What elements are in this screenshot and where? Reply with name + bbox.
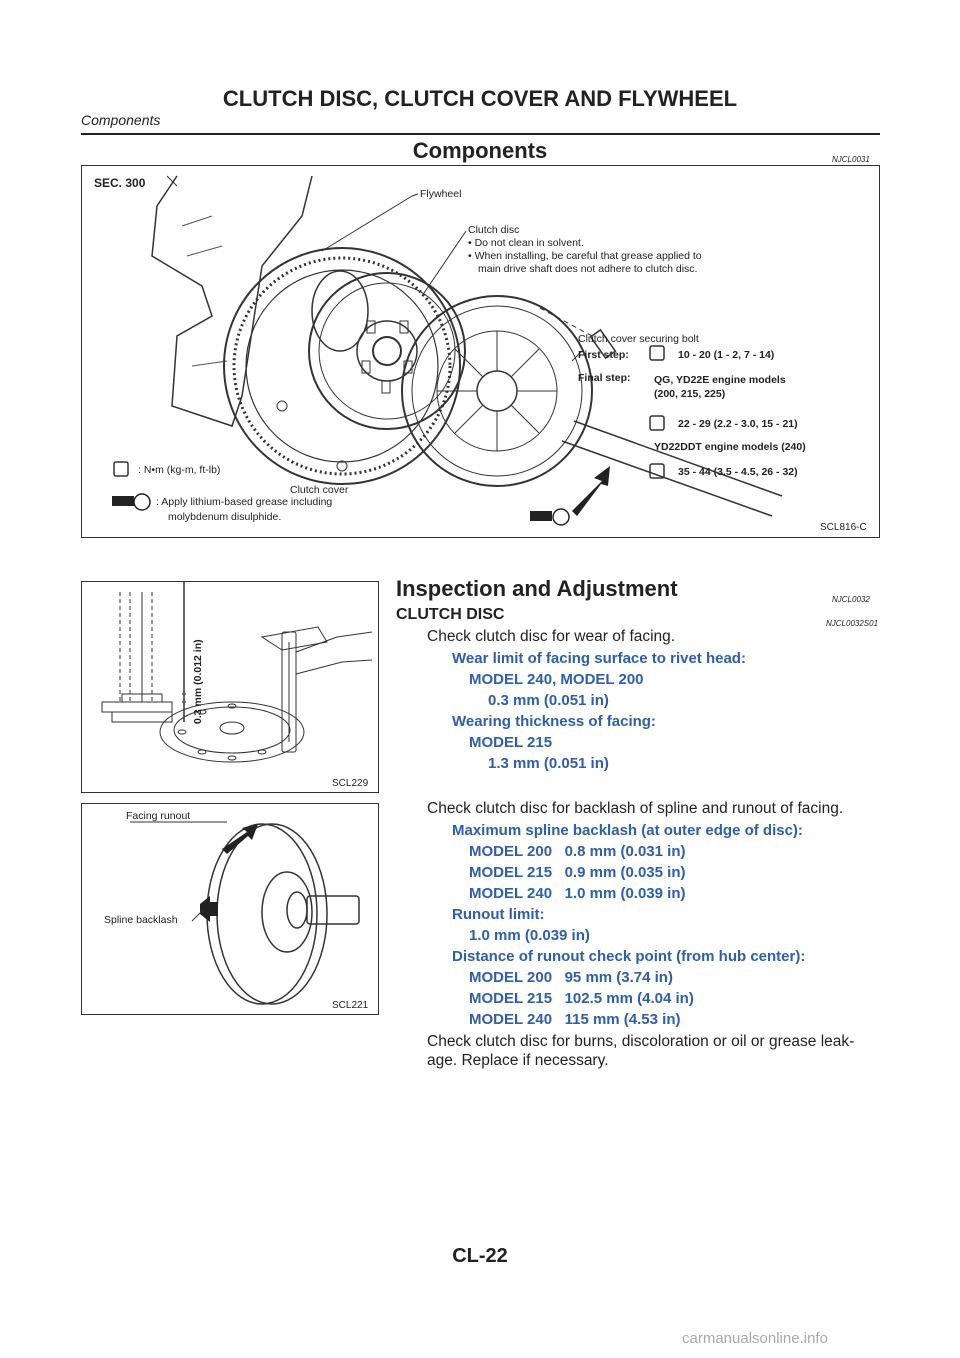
section-header-title: CLUTCH DISC, CLUTCH COVER AND FLYWHEEL: [222, 86, 738, 111]
components-title: Components: [412, 138, 548, 163]
header-rule: [81, 133, 880, 135]
wear-dim-label: [186, 590, 206, 730]
spec-thickness-value: 1.3 mm (0.051 in): [488, 755, 609, 772]
wear-figure: [81, 581, 379, 793]
legend-grease: : Apply lithium-based grease including: [156, 496, 333, 508]
spec-backlash-240: MODEL 240 1.0 mm (0.039 in): [469, 885, 686, 902]
spec-wearing-thickness: Wearing thickness of facing:: [452, 713, 656, 730]
spec-backlash-200: MODEL 200 0.8 mm (0.031 in): [469, 843, 686, 860]
note-2: • When installing, be careful that grease applied to: [468, 250, 702, 262]
qg-torque: 22 - 29 (2.2 - 3.0, 15 - 21): [678, 418, 798, 430]
runout-figure-id: SCL221: [332, 1000, 369, 1011]
wear-dim-text: 0.3 mm (0.012 in): [192, 639, 204, 724]
inspection-title: Inspection and Adjustment: [396, 576, 678, 601]
spec-distance-title: Distance of runout check point (from hub center):: [452, 948, 806, 965]
legend-grease-b: molybdenum disulphide.: [168, 511, 282, 523]
flywheel-label: Flywheel: [420, 188, 462, 200]
spec-distance-200: MODEL 200 95 mm (3.74 in): [469, 969, 673, 986]
para-3a: Check clutch disc for burns, discoloration or oil or grease leak-: [427, 1033, 855, 1050]
spec-distance-240: MODEL 240 115 mm (4.53 in): [469, 1011, 681, 1028]
note-1: • Do not clean in solvent.: [468, 237, 584, 249]
facing-runout-label: Facing runout: [126, 810, 191, 822]
yd-models-label: YD22DDT engine models (240): [654, 441, 806, 453]
section-header-subtitle: Components: [81, 112, 161, 128]
components-tag: NJCL0031: [832, 155, 870, 164]
components-figure: [81, 165, 880, 538]
first-step-label: First step:: [578, 349, 629, 361]
sec-label: SEC. 300: [94, 176, 146, 190]
spec-model-215: MODEL 215: [469, 734, 553, 751]
spec-runout-title: Runout limit:: [452, 906, 545, 923]
spec-wear-limit: Wear limit of facing surface to rivet head:: [452, 650, 746, 667]
runout-figure: [81, 803, 379, 1015]
bolt-label: Clutch cover securing bolt: [578, 333, 699, 345]
first-step-torque: 10 - 20 (1 - 2, 7 - 14): [678, 349, 775, 361]
legend-torque: : N•m (kg-m, ft-lb): [138, 464, 221, 476]
qg-models-label-b: (200, 215, 225): [654, 388, 726, 400]
spline-backlash-label: Spline backlash: [104, 914, 178, 926]
runout-illustration: [82, 804, 378, 1014]
yd-torque: 35 - 44 (3.5 - 4.5, 26 - 32): [678, 466, 798, 478]
clutch-cover-label: Clutch cover: [290, 484, 349, 496]
spec-distance-215: MODEL 215 102.5 mm (4.04 in): [469, 990, 694, 1007]
note-2-text: When installing, be careful that grease applied to: [474, 250, 702, 262]
spec-backlash-215: MODEL 215 0.9 mm (0.035 in): [469, 864, 686, 881]
spec-runout-value: 1.0 mm (0.039 in): [469, 927, 590, 944]
note-2b: main drive shaft does not adhere to clutch disc.: [478, 263, 698, 275]
spec-backlash-title: Maximum spline backlash (at outer edge of disc):: [452, 822, 803, 839]
clutch-disc-subtitle: CLUTCH DISC: [396, 606, 505, 623]
final-step-label: Final step:: [578, 372, 631, 384]
para-1: Check clutch disc for wear of facing.: [427, 628, 676, 645]
watermark: carmanualsonline.info: [682, 1330, 828, 1347]
page-number: CL-22: [452, 1245, 508, 1267]
para-2: Check clutch disc for backlash of spline and runout of facing.: [427, 800, 844, 817]
para-3b: age. Replace if necessary.: [427, 1052, 609, 1069]
clutch-disc-label: Clutch disc: [468, 224, 520, 236]
note-1-text: Do not clean in solvent.: [474, 237, 584, 249]
clutch-disc-tag: NJCL0032S01: [826, 619, 879, 628]
inspection-tag: NJCL0032: [832, 595, 870, 604]
spec-wear-value: 0.3 mm (0.051 in): [488, 692, 609, 709]
wear-figure-id: SCL229: [332, 778, 369, 789]
spec-models-240-200: MODEL 240, MODEL 200: [469, 671, 644, 688]
wear-illustration: [82, 582, 378, 792]
qg-models-label: QG, YD22E engine models: [654, 374, 786, 386]
components-figure-id: SCL816-C: [820, 522, 867, 533]
